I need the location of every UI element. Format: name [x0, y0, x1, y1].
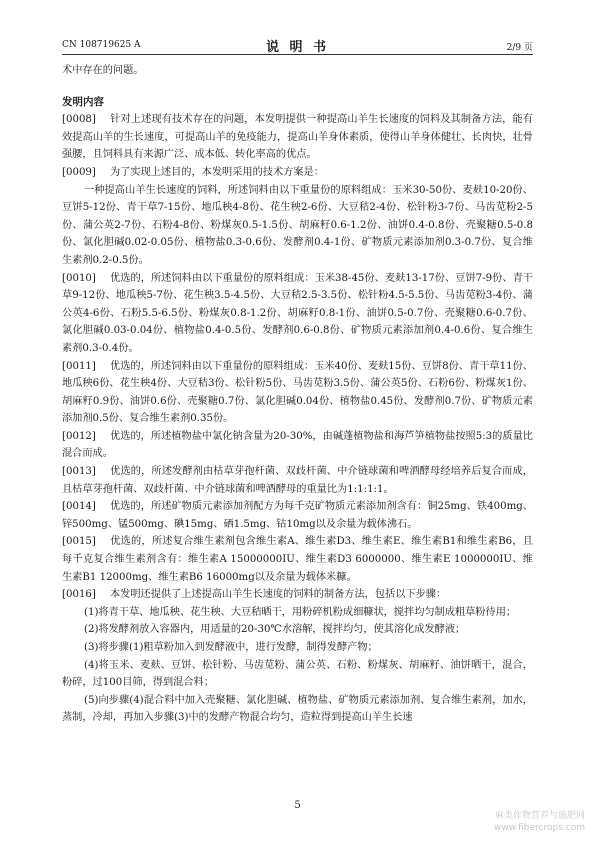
paragraph-number: [0014]	[62, 501, 96, 513]
page-header	[62, 36, 533, 55]
paragraph-text: 优选的，所述饲料由以下重量份的原料组成：玉米40份、麦麸15份、豆饼8份、青干草11份、地瓜秧6份、花生秧4份、大豆秸3份、松针粉5份、马齿苋粉3.5份、蒲公英5份、石粉6份、粉煤灰1份、胡麻籽0.9份、油饼0.6份、壳聚糖0.7份、氯化胆碱0.04份、植物盐0.45份、发酵剂0.7份、矿物质元素添加剂0.5份、复合维生素剂0.35份。	[62, 360, 533, 425]
paragraph-number: [0010]	[62, 272, 96, 284]
watermark-line-1: 麻类作物营养与施肥网	[494, 811, 585, 821]
paragraph-text: 优选的，所述发酵剂由枯草芽孢杆菌、双歧杆菌、中介链球菌和啤酒酵母经培养后复合而成，且枯草芽孢杆菌、双歧杆菌、中介链球菌和啤酒酵母的重量比为1:1:1:1。	[62, 466, 533, 495]
paragraph-number: [0009]	[62, 166, 96, 178]
paragraph-text: 优选的，所述饲料由以下重量份的原料组成：玉米38-45份、麦麸13-17份、豆饼7-9份、青干草9-12份、地瓜秧5-7份、花生秧3.5-4.5份、大豆秸2.5-3.5份、松针粉4.5-5.5份、马齿苋粉3-4份、蒲公英4-6份、石粉5.5-6.5份、粉煤灰0.8-1.2份、胡麻籽0.8-1份、油饼0.5-0.7份、壳聚糖0.6-0.7份、氯化胆碱0.03-0.04份、植物盐0.4-0.5份、发酵剂0.6-0.8份、矿物质元素添加剂0.4-0.6份、复合维生素剂0.3-0.4份。	[62, 272, 533, 354]
page-number: 5	[294, 800, 301, 811]
paragraph-number: [0013]	[62, 466, 96, 478]
continuation-line: 术中存在的问题。	[62, 65, 144, 76]
paragraph-text: 为了实现上述目的，本发明采用的技术方案是：	[110, 166, 324, 178]
watermark	[494, 810, 585, 834]
document-title: 说 明 书	[265, 40, 330, 55]
step-1: (1)将青干草、地瓜秧、花生秧、大豆秸晒干，用粉碎机粉成细糠状，搅拌均匀制成粗草粉待用；	[84, 606, 517, 618]
paragraph-0014	[62, 498, 533, 533]
paragraph-number: [0016]	[62, 589, 96, 601]
paragraph-number: [0012]	[62, 430, 96, 442]
step-4: (4)将玉米、麦麸、豆饼、松针粉、马齿苋粉、蒲公英、石粉、粉煤灰、胡麻籽、油饼晒干，混合，粉碎，过100目筛，得到混合料；	[62, 659, 533, 689]
paragraph-0015	[62, 533, 533, 586]
patent-number: CN 108719625 A	[62, 40, 141, 50]
paragraph-text: 优选的，所述植物盐中氯化钠含量为20-30%，由碱蓬植物盐和海芦笋植物盐按照5:3的质量比混合而成。	[62, 430, 533, 460]
paragraph-0010	[62, 270, 533, 358]
step-5: (5)向步骤(4)混合料中加入壳聚糖、氯化胆碱、植物盐、矿物质元素添加剂、复合维生素剂，加水，蒸制，冷却，再加入步骤(3)中的发酵产物混合均匀，造粒得到提高山羊生长速	[62, 694, 533, 724]
document-body	[62, 62, 533, 727]
paragraph-0011	[62, 358, 533, 428]
watermark-line-2: www.fibercrops.com	[494, 823, 585, 833]
paragraph-0012	[62, 428, 533, 463]
step-3: (3)将步骤(1)粗草粉加入到发酵液中，进行发酵，制得发酵产物；	[84, 642, 378, 653]
paragraph-0016	[62, 586, 533, 604]
paragraph-0008	[62, 111, 533, 164]
page-indicator: 2/9 页	[506, 43, 533, 53]
paragraph-number: [0008]	[62, 114, 96, 126]
paragraph-formula: 一种提高山羊生长速度的饲料，所述饲料由以下重量份的原料组成：玉米30-50份、麦麸10-20份、豆饼5-12份、青干草7-15份、地瓜秧4-8份、花生秧2-6份、大豆秸2-4份、松针粉3-7份、马齿苋粉2-5份、蒲公英2-7份、石粉4-8份、粉煤灰0.5-1.5份、胡麻籽0.6-1.2份、油饼0.4-0.8份、壳聚糖0.5-0.8份、氯化胆碱0.02-0.05份、植物盐0.3-0.6份、发酵剂0.4-1份、矿物质元素添加剂0.3-0.7份、复合维生素剂0.2-0.5份。	[62, 184, 533, 266]
section-title: 发明内容	[62, 95, 104, 108]
paragraph-0009	[62, 164, 533, 182]
paragraph-text: 优选的，所述矿物质元素添加剂配方为每千克矿物质元素添加剂含有：铜25mg、铁400mg、锌500mg、锰500mg、碘15mg、硒1.5mg、钴10mg以及余量为载体沸石。	[62, 501, 533, 530]
paragraph-text: 针对上述现有技术存在的问题，本发明提供一种提高山羊生长速度的饲料及其制备方法，能有效提高山羊的生长速度，可提高山羊的免疫能力，提高山羊身体素质，使得山羊身体健壮、长肉快，壮骨强腰，且饲料具有来源广泛、成本低、转化率高的优点。	[62, 114, 533, 161]
paragraph-number: [0015]	[62, 536, 96, 548]
paragraph-number: [0011]	[62, 360, 96, 372]
paragraph-0013	[62, 463, 533, 498]
step-2: (2)将发酵剂放入容器内，用适量的20-30℃水溶解，搅拌均匀，使其溶化成发酵液；	[84, 624, 466, 636]
paragraph-text: 优选的，所述复合维生素剂包含维生素A、维生素D3、维生素E、维生素B1和维生素B6，且每千克复合维生素剂含有：维生素A 15000000IU、维生素D3 6000000、维生素E 1000000IU、维生素B1 12000mg、维生素B6 16000mg以及余量为载体米糠。	[62, 536, 533, 583]
paragraph-text: 本发明还提供了上述提高山羊生长速度的饲料的制备方法，包括以下步骤：	[110, 589, 447, 601]
